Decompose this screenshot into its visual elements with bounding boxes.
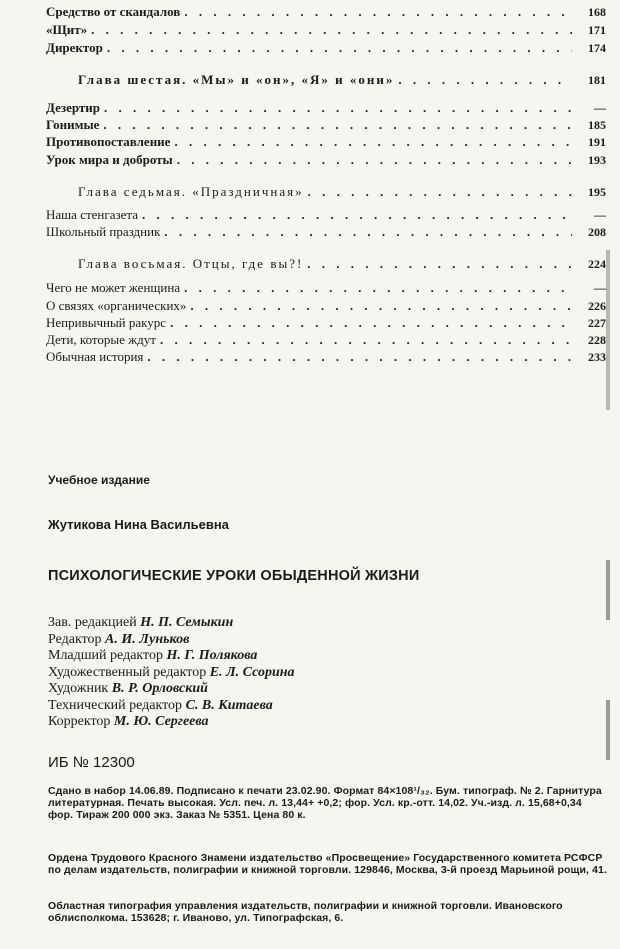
toc-entry-page: 195 — [588, 185, 606, 199]
credit-role: Технический редактор — [48, 697, 183, 713]
toc-entry-title: Средство от скандалов — [46, 4, 181, 19]
toc-entry-title: Урок мира и доброты — [46, 152, 173, 167]
dot-leader — [177, 152, 572, 168]
credit-name: Н. П. Семыкин — [140, 615, 234, 630]
toc-entry-page: 168 — [588, 5, 606, 19]
credit-name: Н. Г. Полякова — [166, 648, 258, 663]
toc-entry-page: 224 — [588, 257, 606, 271]
toc-entry-page: 227 — [588, 316, 606, 330]
toc-entry-title: Непривычный ракурс — [46, 315, 167, 330]
toc-entry-title: Дети, которые ждут — [46, 332, 156, 347]
toc-entry-page: 181 — [588, 73, 606, 87]
toc-entry-page: 171 — [588, 23, 606, 37]
dot-leader — [142, 207, 572, 223]
toc-entry — [46, 205, 606, 223]
print-info: Сдано в набор 14.06.89. Подписано к печати 23.02.90. Формат 84×108¹/₃₂. Бум. типограф. № 2. Гарнитура литературная. Печать высокая. Усл. печ. л. 13,44+ +0,2; фор. Усл. кр.-отт. 14,02. Уч.-изд. л. 15,68+0,34 фор. Тираж 200 000 экз. Заказ № 5351. Цена 80 к. — [48, 785, 602, 821]
toc-entry-title: Противопоставление — [46, 134, 171, 149]
credit-role: Зав. редакцией — [48, 615, 137, 630]
toc-entry-page: — — [594, 101, 606, 115]
dot-leader — [398, 72, 572, 88]
toc-entry — [78, 70, 606, 88]
dot-leader — [147, 349, 572, 365]
toc-entry-page: 174 — [588, 41, 606, 55]
credit-role: Редактор — [48, 631, 102, 647]
toc-entry — [46, 278, 606, 296]
toc-entry-page: 208 — [588, 225, 606, 239]
toc-entry-title: Чего не может женщина — [46, 280, 181, 295]
credit-role: Младший редактор — [48, 648, 163, 663]
toc-entry-page: 191 — [588, 135, 606, 149]
toc-entry-title: Дезертир — [46, 100, 101, 115]
toc-entry — [46, 313, 606, 331]
book-title: ПСИХОЛОГИЧЕСКИЕ УРОКИ ОБЫДЕННОЙ ЖИЗНИ — [48, 568, 420, 584]
printer-info: Областная типография управления издательств, полиграфии и книжной торговли. Ивановского облисполкома. 153628; г. Иваново, ул. Типографская, 6. — [48, 900, 563, 924]
credit-name: В. Р. Орловский — [111, 681, 208, 696]
author-name: Жутикова Нина Васильевна — [48, 517, 229, 532]
toc-entry-page: 193 — [588, 153, 606, 167]
dot-leader — [190, 298, 572, 314]
dot-leader — [104, 100, 572, 116]
dot-leader — [184, 4, 572, 20]
ib-number: ИБ № 12300 — [48, 754, 135, 771]
toc-entry-title: Наша стенгазета — [46, 207, 138, 222]
toc-entry — [46, 150, 606, 168]
toc-entry — [78, 254, 606, 272]
toc-entry-title: О связях «органических» — [46, 298, 187, 313]
toc-entry-page: — — [594, 281, 606, 295]
dot-leader — [107, 40, 572, 56]
credit-name: Е. Л. Ссорина — [209, 664, 295, 680]
credit-name: М. Ю. Сергеева — [113, 714, 209, 729]
toc-entry — [46, 296, 606, 314]
toc-entry — [46, 330, 606, 348]
credit-role: Корректор — [48, 714, 111, 729]
credit-line — [48, 615, 608, 632]
edition-type: Учебное издание — [48, 473, 150, 487]
toc-entry-page: 185 — [588, 118, 606, 132]
scan-edge-shadow — [606, 700, 610, 760]
scan-edge-shadow — [606, 560, 610, 620]
toc-entry — [46, 98, 606, 116]
toc-entry-title: Глава восьмая. Отцы, где вы?! — [78, 256, 304, 271]
dot-leader — [174, 134, 572, 150]
credit-line — [48, 681, 608, 698]
toc-entry — [46, 20, 606, 38]
toc-entry-page: 228 — [588, 333, 606, 347]
dot-leader — [307, 256, 572, 272]
credit-line — [48, 632, 608, 649]
toc-entry-page: 226 — [588, 299, 606, 313]
credit-line — [48, 698, 608, 715]
toc-entry-title: Гонимые — [46, 117, 100, 132]
dot-leader — [308, 184, 572, 200]
toc-entry — [46, 222, 606, 240]
credit-name: А. И. Луньков — [105, 631, 190, 647]
toc-entry — [46, 38, 606, 56]
credit-line — [48, 648, 608, 665]
credit-role: Художественный редактор — [48, 664, 207, 680]
toc-entry-title: Директор — [46, 40, 103, 55]
dot-leader — [103, 117, 572, 133]
toc-entry-page: 233 — [588, 350, 606, 364]
dot-leader — [160, 332, 572, 348]
scan-edge-shadow — [606, 250, 610, 410]
dot-leader — [91, 22, 572, 38]
credit-role: Художник — [48, 681, 109, 696]
toc-entry — [46, 115, 606, 133]
credits-list — [48, 615, 608, 731]
credit-name: С. В. Китаева — [185, 697, 273, 713]
toc-entry-title: «Щит» — [46, 22, 88, 37]
dot-leader — [184, 280, 572, 296]
dot-leader — [164, 224, 572, 240]
toc-entry-title: Глава седьмая. «Праздничная» — [78, 184, 304, 199]
toc-entry — [78, 182, 606, 200]
toc-entry-title: Школьный праздник — [46, 224, 161, 239]
credit-line — [48, 714, 608, 731]
toc-entry — [46, 2, 606, 20]
toc-entry — [46, 347, 606, 365]
toc-entry-title: Глава шестая. «Мы» и «он», «Я» и «они» — [78, 72, 395, 87]
toc-entry-page: — — [594, 208, 606, 222]
dot-leader — [170, 315, 572, 331]
credit-line — [48, 665, 608, 682]
publisher-info: Ордена Трудового Красного Знамени издательство «Просвещение» Государственного комитета РСФСР по делам издательств, полиграфии и книжной торговли. 129846, Москва, 3-й проезд Марьиной рощи, 41. — [48, 852, 607, 876]
toc-entry — [46, 132, 606, 150]
toc-entry-title: Обычная история — [46, 349, 144, 364]
